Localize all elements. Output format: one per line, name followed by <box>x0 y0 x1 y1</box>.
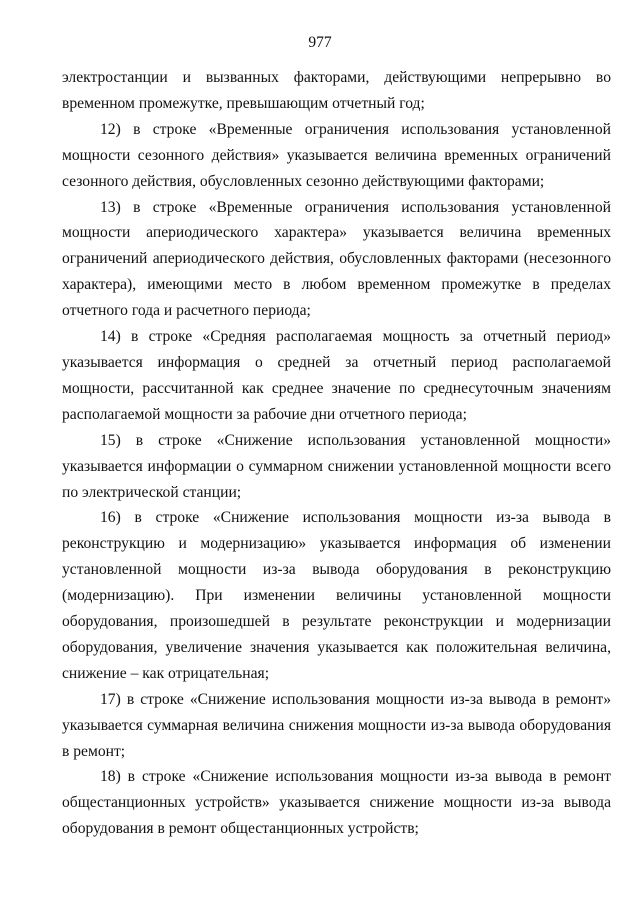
paragraph-item-18: 18) в строке «Снижение использования мощности из-за вывода в ремонт общестанционных устройств» указывается снижение мощности из-за вывода оборудования в ремонт общестанционных устройств; <box>62 768 611 838</box>
paragraph-item-17: 17) в строке «Снижение использования мощности из-за вывода в ремонт» указывается суммарная величина снижения мощности из-за вывода оборудования в ремонт; <box>62 690 611 760</box>
document-body <box>62 65 611 842</box>
paragraph-item-15: 15) в строке «Снижение использования установленной мощности» указывается информации о суммарном снижении установленной мощности всего по электрической станции; <box>62 431 611 501</box>
paragraph-continuation: электростанции и вызванных факторами, действующими непрерывно во временном промежутке, превышающим отчетный год; <box>62 69 611 112</box>
page-number: 977 <box>308 34 332 51</box>
paragraph-item-14: 14) в строке «Средняя располагаемая мощность за отчетный период» указывается информация о средней за отчетный период располагаемой мощности, рассчитанной как среднее значение по среднесуточным значениям располагаемой мощности за рабочие дни отчетного периода; <box>62 328 611 423</box>
paragraph-item-16: 16) в строке «Снижение использования мощности из-за вывода в реконструкцию и модернизацию» указывается информация об изменении установленной мощности из-за вывода оборудования в реконструкцию (модернизацию). При изменении величины установленной мощности оборудования, произошедшей в результате реконструкции и модернизации оборудования, увеличение значения указывается как положительная величина, снижение – как отрицательная; <box>62 509 611 682</box>
paragraph-item-13: 13) в строке «Временные ограничения использования установленной мощности апериодического характера» указывается величина временных ограничений апериодического действия, обусловленных факторами (несезонного характера), имеющими место в любом временном промежутке в пределах отчетного года и расчетного периода; <box>62 198 611 320</box>
paragraph-item-12: 12) в строке «Временные ограничения использования установленной мощности сезонного действия» указывается величина временных ограничений сезонного действия, обусловленных сезонно действующими факторами; <box>62 120 611 190</box>
